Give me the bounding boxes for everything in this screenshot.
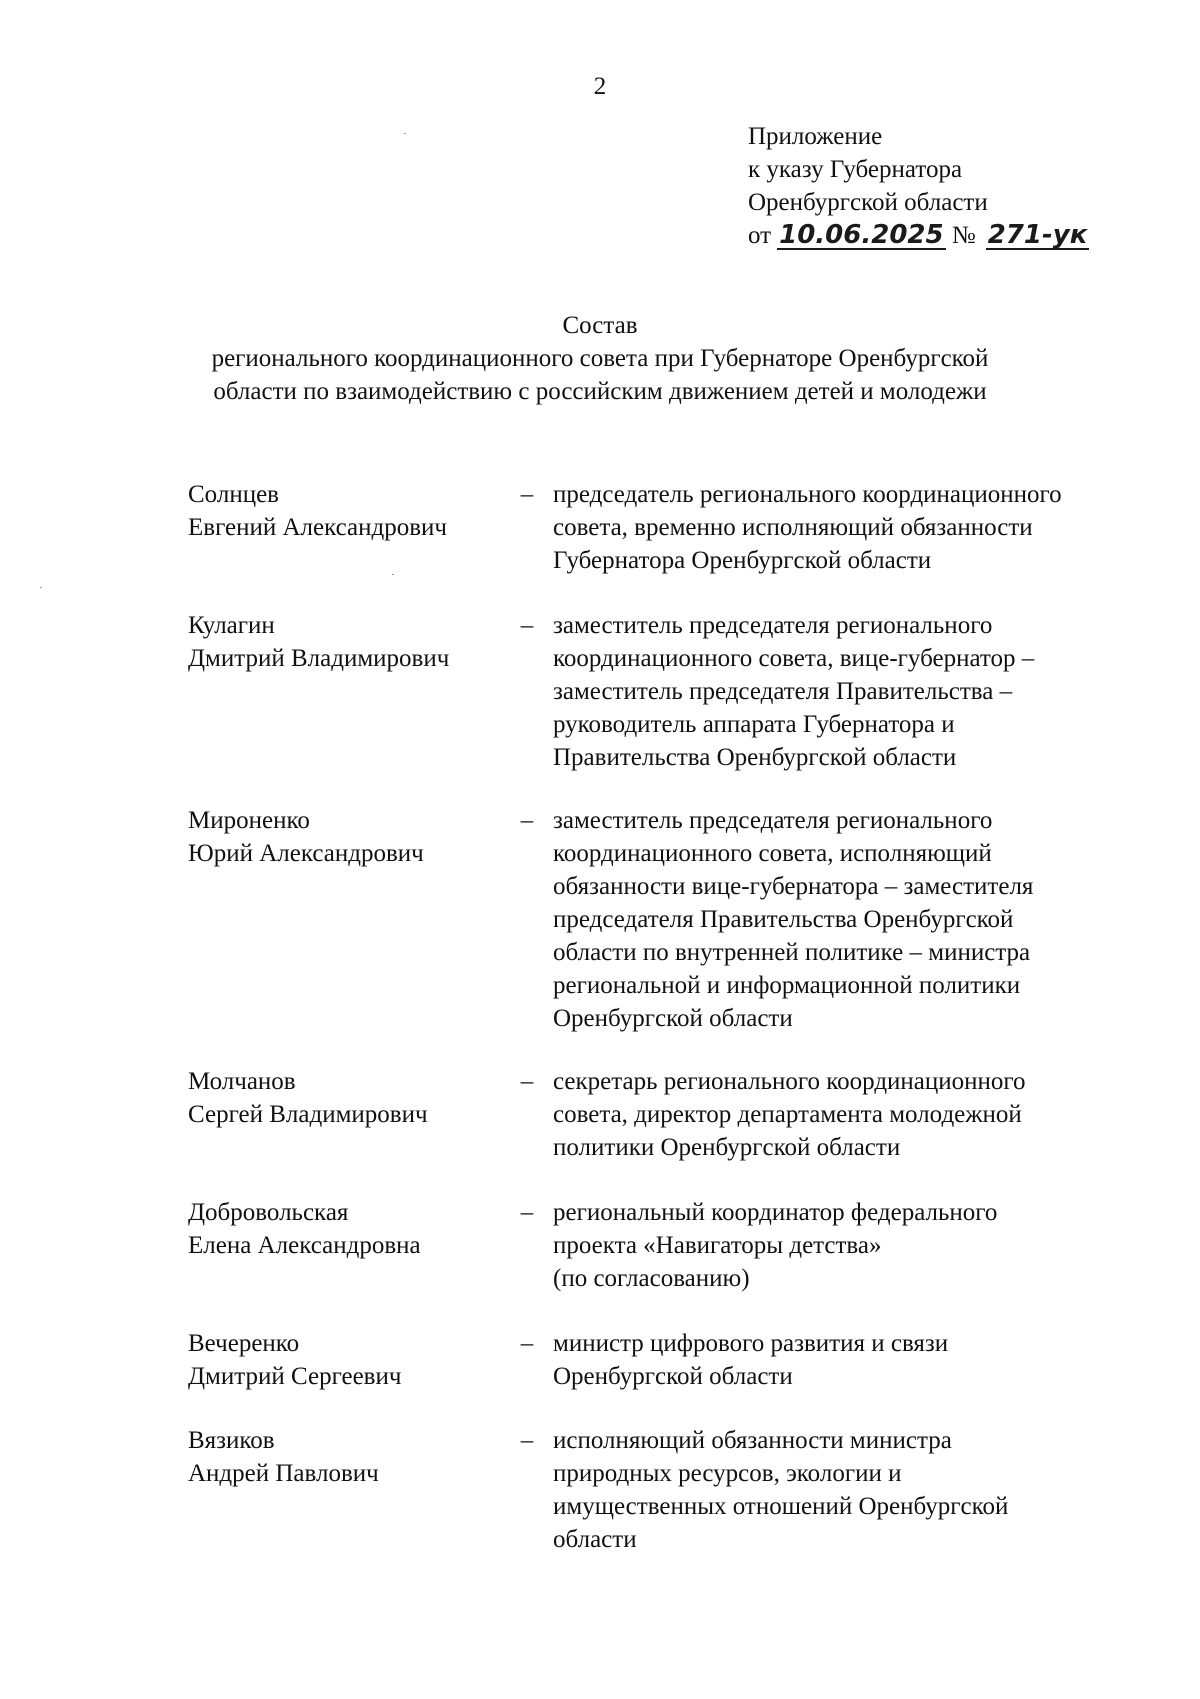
member-role-line: Оренбургской области (553, 1363, 793, 1390)
member-role (553, 804, 1153, 1035)
member-role-line: политики Оренбургской области (553, 1134, 901, 1161)
member-dash: – (520, 1330, 534, 1357)
member-role-line: региональный координатор федерального (553, 1199, 998, 1226)
member-role-line: Губернатора Оренбургской области (553, 547, 932, 574)
member-role-line: имущественных отношений Оренбургской (553, 1493, 1009, 1520)
member-role (553, 1196, 1153, 1295)
member-dash: – (520, 481, 534, 508)
member-surname: Вечеренко (188, 1330, 300, 1357)
member-name (188, 1196, 508, 1262)
member-role (553, 1065, 1153, 1164)
member-name (188, 1424, 508, 1490)
member-role-line: совета, временно исполняющий обязанности (553, 514, 1033, 541)
member-surname: Добровольская (188, 1199, 349, 1226)
member-name (188, 609, 508, 675)
member-dash: – (520, 1199, 534, 1226)
document-title (0, 309, 1200, 408)
date-prefix: от (748, 222, 772, 249)
member-role-line: руководитель аппарата Губернатора и (553, 711, 955, 738)
scan-speck (40, 587, 42, 588)
appendix-line: Оренбургской области (748, 189, 988, 216)
appendix-date-line (748, 219, 1168, 252)
member-given-names: Дмитрий Владимирович (188, 645, 450, 672)
member-dash: – (520, 1427, 534, 1454)
member-role-line: исполняющий обязанности министра (553, 1427, 952, 1454)
member-role-line: заместитель председателя регионального (553, 807, 993, 834)
member-role-line: обязанности вице-губернатора – заместителя (553, 873, 1034, 900)
member-role-line: координационного совета, вице-губернатор – (553, 645, 1035, 672)
member-role-line: Оренбургской области (553, 1005, 793, 1032)
member-role-line: председатель регионального координационного (553, 481, 1062, 508)
member-given-names: Елена Александровна (188, 1232, 421, 1259)
member-dash: – (520, 1068, 534, 1095)
appendix-line: к указу Губернатора (748, 156, 963, 183)
member-role (553, 1327, 1153, 1393)
member-role-line: координационного совета, исполняющий (553, 840, 992, 867)
member-surname: Солнцев (188, 481, 279, 508)
member-role-line: министр цифрового развития и связи (553, 1330, 949, 1357)
member-role (553, 478, 1153, 577)
member-role-line: проекта «Навигаторы детства» (553, 1232, 882, 1259)
scan-speck (392, 574, 394, 575)
member-role (553, 1424, 1153, 1556)
member-role-line: председателя Правительства Оренбургской (553, 906, 1014, 933)
member-given-names: Дмитрий Сергеевич (188, 1363, 402, 1390)
scan-speck (404, 133, 406, 134)
member-role-line: Правительства Оренбургской области (553, 744, 957, 771)
title-line: Состав (562, 312, 638, 339)
handwritten-number: 271-ук (987, 220, 1088, 250)
member-surname: Вязиков (188, 1427, 275, 1454)
member-surname: Мироненко (188, 807, 310, 834)
member-name (188, 1327, 508, 1393)
member-name (188, 804, 508, 870)
appendix-line: Приложение (748, 123, 883, 150)
page-number: 2 (593, 73, 607, 100)
title-line: области по взаимодействию с российским движением детей и молодежи (213, 378, 987, 405)
handwritten-date: 10.06.2025 (779, 220, 944, 250)
member-dash: – (520, 612, 534, 639)
member-given-names: Юрий Александрович (188, 840, 424, 867)
member-role-line: области по внутренней политике – министра (553, 939, 1031, 966)
appendix-block (748, 120, 1168, 252)
member-given-names: Сергей Владимирович (188, 1101, 428, 1128)
member-surname: Молчанов (188, 1068, 296, 1095)
member-role-line: совета, директор департамента молодежной (553, 1101, 1022, 1128)
member-dash: – (520, 807, 534, 834)
member-name (188, 1065, 508, 1131)
member-role-line: региональной и информационной политики (553, 972, 1021, 999)
member-role-line: секретарь регионального координационного (553, 1068, 1026, 1095)
member-surname: Кулагин (188, 612, 275, 639)
member-role-line: заместитель председателя Правительства – (553, 678, 1013, 705)
member-role-line: области (553, 1526, 637, 1553)
member-role (553, 609, 1153, 774)
title-line: регионального координационного совета при Губернаторе Оренбургской (211, 345, 989, 372)
member-name (188, 478, 508, 544)
member-given-names: Андрей Павлович (188, 1460, 379, 1487)
member-role-line: заместитель председателя регионального (553, 612, 993, 639)
member-role-line: природных ресурсов, экологии и (553, 1460, 902, 1487)
member-role-line: (по согласованию) (553, 1265, 750, 1292)
member-given-names: Евгений Александрович (188, 514, 447, 541)
number-sign: № (951, 222, 976, 249)
